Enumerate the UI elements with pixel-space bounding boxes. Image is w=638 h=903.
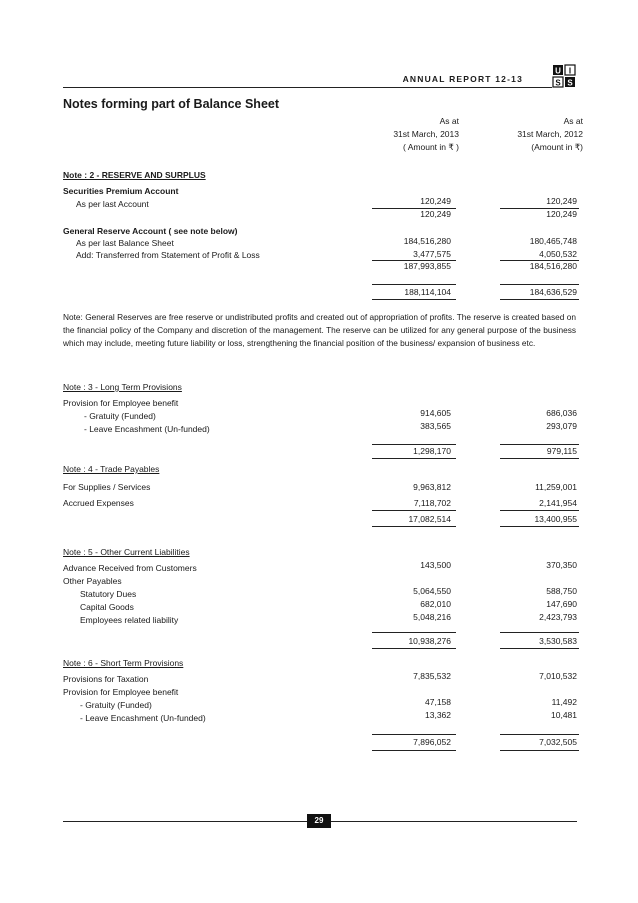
total-rule (500, 284, 579, 285)
value-2013: 5,048,216 (413, 612, 451, 622)
total-rule (372, 648, 456, 649)
svg-text:I: I (568, 66, 572, 76)
total-2013: 17,082,514 (408, 514, 451, 524)
value-2012: 11,259,001 (535, 482, 577, 492)
total-2012: 979,115 (546, 446, 577, 456)
page-title: Notes forming part of Balance Sheet (63, 97, 280, 111)
report-header-label: ANNUAL REPORT 12-13 (402, 74, 523, 84)
total-rule (500, 299, 579, 300)
value-2013: 3,477,575 (413, 249, 451, 259)
value-2012: 120,249 (546, 196, 577, 206)
total-2012: 3,530,583 (539, 636, 577, 646)
total-2013: 188,114,104 (404, 287, 451, 297)
note-3-heading: Note : 3 - Long Term Provisions (63, 382, 182, 392)
value-2013: 682,010 (420, 599, 451, 609)
liabilities-item: Capital Goods (80, 602, 134, 612)
securities-premium-label: Securities Premium Account (63, 186, 179, 196)
general-reserve-item: As per last Balance Sheet (76, 238, 174, 248)
total-2013: 10,938,276 (408, 636, 451, 646)
value-2012: 2,141,954 (539, 498, 577, 508)
total-rule (500, 458, 579, 459)
value-2013: 120,249 (420, 209, 451, 219)
short-term-item: Provisions for Taxation (63, 674, 149, 684)
svg-text:S: S (555, 78, 561, 88)
header-rule (63, 87, 552, 88)
column-heading-2012: As at 31st March, 2012 (Amount in ₹) (517, 116, 583, 152)
total-rule (500, 510, 579, 511)
value-2013: 914,605 (420, 408, 451, 418)
total-rule (372, 458, 456, 459)
other-payables-label: Other Payables (63, 576, 122, 586)
value-2013: 383,565 (420, 421, 451, 431)
total-rule (500, 734, 579, 735)
svg-text:S: S (567, 78, 573, 88)
value-2013: 7,835,532 (413, 671, 451, 681)
general-reserve-note: Note: General Reserves are free reserve or undistributed profits and created out of appropriation of profits. The reserve is created based on the financial policy of the Company and discretion of the management. The reserve can be utilized for any general purpose of the business which may include, meeting future liability or loss, strengthening the financial position of the business/ expansion of business etc. (63, 312, 576, 349)
value-2013: 120,249 (420, 196, 451, 206)
value-2013: 9,963,812 (413, 482, 451, 492)
total-2012: 7,032,505 (539, 737, 577, 747)
short-term-item: - Gratuity (Funded) (80, 700, 152, 710)
total-rule (372, 284, 456, 285)
column-heading-2013: As at 31st March, 2013 ( Amount in ₹ ) (393, 116, 459, 152)
svg-text:U: U (555, 66, 561, 76)
liabilities-item: Statutory Dues (80, 589, 137, 599)
value-2012: 10,481 (551, 710, 577, 720)
value-2012: 120,249 (546, 209, 577, 219)
provision-label: Provision for Employee benefit (63, 687, 179, 697)
value-2012: 370,350 (546, 560, 577, 570)
provision-item: - Leave Encashment (Un-funded) (84, 424, 210, 434)
payables-item: For Supplies / Services (63, 482, 151, 492)
note-4-heading: Note : 4 - Trade Payables (63, 464, 160, 474)
value-2012: 180,465,748 (529, 236, 577, 246)
note-2-heading: Note : 2 - RESERVE AND SURPLUS (63, 170, 206, 180)
value-2012: 588,750 (546, 586, 577, 596)
note-6-heading: Note : 6 - Short Term Provisions (63, 658, 184, 668)
securities-premium-item: As per last Account (76, 199, 149, 209)
value-2012: 4,050,532 (539, 249, 577, 259)
total-2012: 13,400,955 (534, 514, 577, 524)
total-rule (500, 526, 579, 527)
value-2012: 11,492 (551, 697, 577, 707)
company-logo (552, 64, 576, 88)
total-rule (372, 526, 456, 527)
total-2012: 184,636,529 (529, 287, 577, 297)
total-rule (372, 632, 456, 633)
total-rule (500, 648, 579, 649)
value-2012: 686,036 (546, 408, 577, 418)
total-rule (372, 299, 456, 300)
short-term-item: - Leave Encashment (Un-funded) (80, 713, 206, 723)
value-2013: 13,362 (425, 710, 451, 720)
value-2012: 147,690 (546, 599, 577, 609)
value-2013: 184,516,280 (403, 236, 451, 246)
total-rule (372, 444, 456, 445)
general-reserve-item: Add: Transferred from Statement of Profit & Loss (76, 250, 260, 260)
total-rule (500, 750, 579, 751)
value-2012: 2,423,793 (539, 612, 577, 622)
value-2013: 5,064,550 (413, 586, 451, 596)
note-5-heading: Note : 5 - Other Current Liabilities (63, 547, 190, 557)
provision-item: - Gratuity (Funded) (84, 411, 156, 421)
total-rule (372, 510, 456, 511)
total-2013: 1,298,170 (413, 446, 451, 456)
provision-label: Provision for Employee benefit (63, 398, 179, 408)
liabilities-item: Advance Received from Customers (63, 563, 197, 573)
total-rule (372, 734, 456, 735)
value-2012: 293,079 (546, 421, 577, 431)
value-2013: 143,500 (420, 560, 451, 570)
value-2012: 184,516,280 (529, 261, 577, 271)
total-rule (500, 444, 579, 445)
general-reserve-label: General Reserve Account ( see note below) (63, 226, 238, 236)
liabilities-item: Employees related liability (80, 615, 179, 625)
value-2013: 7,118,702 (413, 498, 451, 508)
page-number: 29 (307, 814, 331, 828)
total-rule (500, 632, 579, 633)
value-2013: 47,158 (425, 697, 451, 707)
total-rule (372, 750, 456, 751)
payables-item: Accrued Expenses (63, 498, 134, 508)
value-2013: 187,993,855 (403, 261, 451, 271)
total-2013: 7,896,052 (413, 737, 451, 747)
value-2012: 7,010,532 (539, 671, 577, 681)
